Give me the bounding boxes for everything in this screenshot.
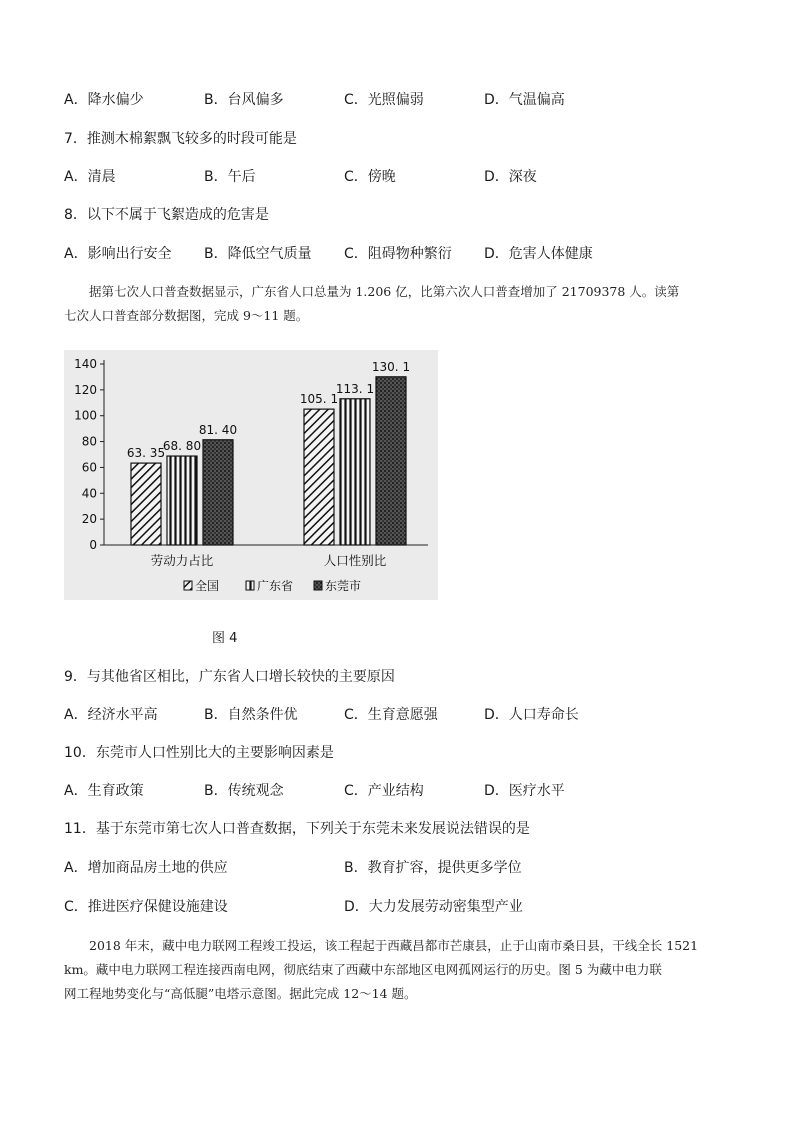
bar-value-label: 130. 1 xyxy=(371,359,411,374)
q11-option-d[interactable]: D．大力发展劳动密集型产业 xyxy=(344,899,523,915)
q8-option-a[interactable]: A．影响出行安全 xyxy=(64,246,172,262)
y-tick-label: 0 xyxy=(89,538,97,552)
intro-12-14-line3: 网工程地势变化与“高低腿”电塔示意图。据此完成 12～14 题。 xyxy=(64,986,417,1001)
bar-value-label: 81. 40 xyxy=(198,422,238,437)
category-label: 人口性别比 xyxy=(323,553,387,568)
category-label: 劳动力占比 xyxy=(150,553,214,568)
q9-options xyxy=(64,705,764,725)
figure-label: 图 4 xyxy=(212,631,238,646)
intro-12-14-line1: 2018 年末，藏中电力联网工程竣工投运，该工程起于西藏昌都市芒康县，止于山南市桑日县，干线全长 1521 xyxy=(89,938,699,953)
bar-1-0 xyxy=(304,409,334,545)
q7-option-c[interactable]: C．傍晚 xyxy=(344,169,396,185)
q8-options xyxy=(64,244,764,264)
q6-option-d[interactable]: D．气温偏高 xyxy=(484,92,565,108)
intro-9-11 xyxy=(64,280,734,328)
q10-options xyxy=(64,781,764,801)
q10-stem: 10．东莞市人口性别比大的主要影响因素是 xyxy=(64,745,334,761)
y-tick-label: 20 xyxy=(81,512,97,527)
bar-1-2 xyxy=(376,377,406,545)
q6-options xyxy=(64,90,764,110)
q7-options xyxy=(64,167,764,187)
legend-label: 东莞市 xyxy=(325,579,362,593)
y-tick-label: 120 xyxy=(74,382,97,397)
bar-0-2 xyxy=(203,440,233,545)
intro-9-11-line2: 七次人口普查部分数据图，完成 9～11 题。 xyxy=(64,308,309,323)
q11-options-row1 xyxy=(64,858,764,878)
q10-option-a[interactable]: A．生育政策 xyxy=(64,783,144,799)
figure-4-chart xyxy=(64,350,438,600)
bar-chart xyxy=(64,350,438,600)
q8-option-d[interactable]: D．危害人体健康 xyxy=(484,246,593,262)
bar-0-1 xyxy=(167,456,197,545)
legend-label: 广东省 xyxy=(257,579,294,593)
q9-option-a[interactable]: A．经济水平高 xyxy=(64,707,158,723)
q11-option-b[interactable]: B．教育扩容，提供更多学位 xyxy=(344,860,522,876)
legend-swatch xyxy=(246,581,254,590)
q11-option-a[interactable]: A．增加商品房土地的供应 xyxy=(64,860,228,876)
q10-option-b[interactable]: B．传统观念 xyxy=(204,783,284,799)
q11-stem: 11．基于东莞市第七次人口普查数据，下列关于东莞未来发展说法错误的是 xyxy=(64,821,530,837)
q10-option-d[interactable]: D．医疗水平 xyxy=(484,783,565,799)
y-tick-label: 40 xyxy=(81,486,97,501)
bar-value-label: 113. 1 xyxy=(335,381,375,396)
legend-label: 全国 xyxy=(195,579,220,593)
q9-option-d[interactable]: D．人口寿命长 xyxy=(484,707,579,723)
q10-option-c[interactable]: C．产业结构 xyxy=(344,783,424,799)
q9-option-b[interactable]: B．自然条件优 xyxy=(204,707,298,723)
legend-swatch xyxy=(314,581,322,590)
q8-stem: 8．以下不属于飞絮造成的危害是 xyxy=(64,207,269,223)
q8-option-c[interactable]: C．阻碍物种繁衍 xyxy=(344,246,452,262)
intro-9-11-line1: 据第七次人口普查数据显示，广东省人口总量为 1.206 亿，比第六次人口普查增加了 21709378 人。读第 xyxy=(89,284,680,299)
intro-12-14 xyxy=(64,934,734,1006)
legend-swatch xyxy=(184,581,192,590)
q8-option-b[interactable]: B．降低空气质量 xyxy=(204,246,312,262)
bar-0-0 xyxy=(131,463,161,545)
bar-1-1 xyxy=(340,399,370,545)
bar-value-label: 105. 1 xyxy=(299,392,339,407)
q6-option-c[interactable]: C．光照偏弱 xyxy=(344,92,424,108)
q7-stem: 7．推测木棉絮飘飞较多的时段可能是 xyxy=(64,131,297,147)
q7-option-b[interactable]: B．午后 xyxy=(204,169,256,185)
q9-option-c[interactable]: C．生育意愿强 xyxy=(344,707,438,723)
y-tick-label: 140 xyxy=(74,357,97,371)
bar-value-label: 63. 35 xyxy=(126,446,166,461)
intro-12-14-line2: km。藏中电力联网工程连接西南电网，彻底结束了西藏中东部地区电网孤网运行的历史。图 5 为藏中电力联 xyxy=(64,962,662,977)
q11-options-row2 xyxy=(64,897,764,917)
y-tick-label: 100 xyxy=(74,408,97,423)
y-tick-label: 60 xyxy=(81,460,97,475)
q11-option-c[interactable]: C．推进医疗保健设施建设 xyxy=(64,899,228,915)
q9-stem: 9．与其他省区相比，广东省人口增长较快的主要原因 xyxy=(64,669,395,685)
q7-option-d[interactable]: D．深夜 xyxy=(484,169,537,185)
q7-option-a[interactable]: A．清晨 xyxy=(64,169,116,185)
bar-value-label: 68. 80 xyxy=(162,439,202,454)
q6-option-b[interactable]: B．台风偏多 xyxy=(204,92,284,108)
q6-option-a[interactable]: A．降水偏少 xyxy=(64,92,144,108)
y-tick-label: 80 xyxy=(81,434,97,449)
